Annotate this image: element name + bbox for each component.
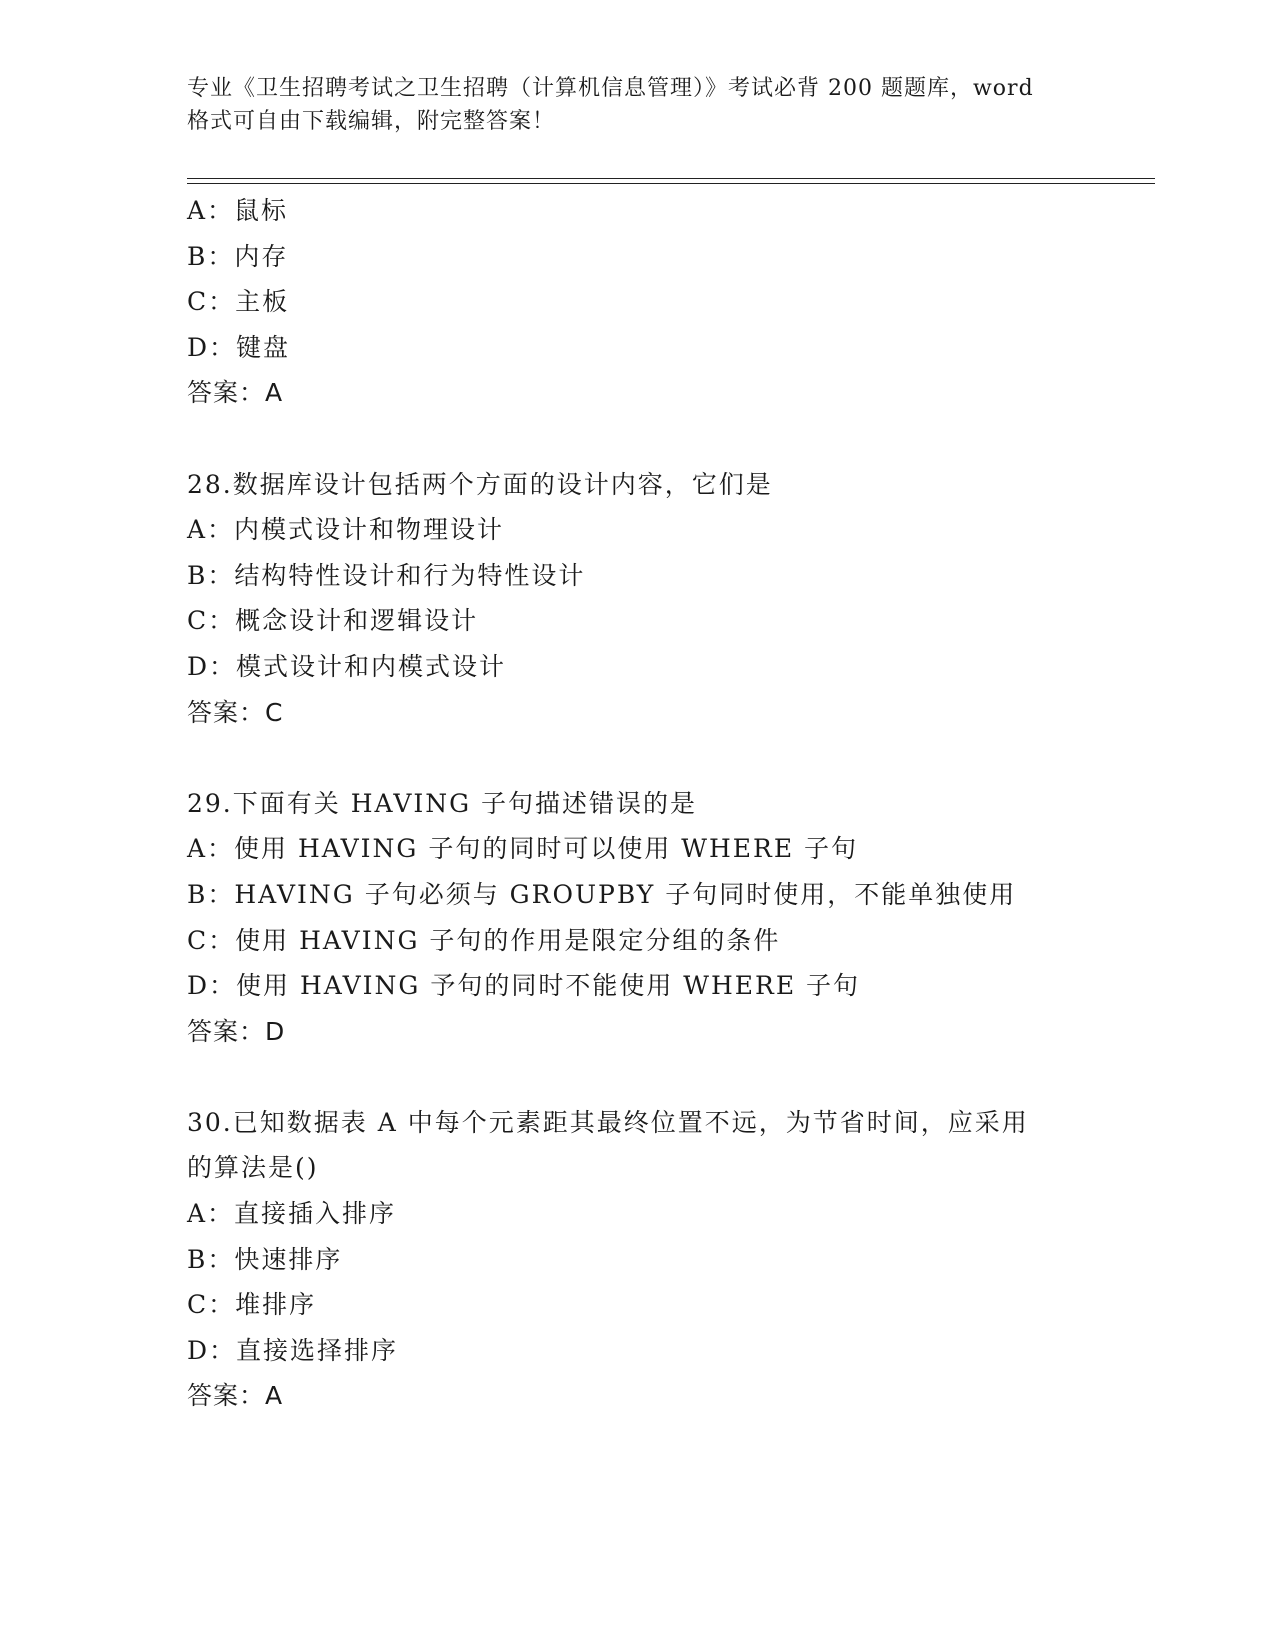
answer-line: 答案：A bbox=[187, 1381, 284, 1411]
option-b: B：结构特性设计和行为特性设计 bbox=[187, 560, 586, 590]
option-d: D：键盘 bbox=[187, 332, 291, 362]
option-d: D：模式设计和内模式设计 bbox=[187, 651, 507, 681]
option-d: D：直接选择排序 bbox=[187, 1335, 399, 1365]
answer-line: 答案：D bbox=[187, 1016, 286, 1046]
question-text: 29.下面有关 HAVING 子句描述错误的是 bbox=[187, 788, 698, 818]
question-text-line-2: 的算法是() bbox=[187, 1153, 319, 1183]
option-b: B：内存 bbox=[187, 241, 289, 271]
question-list bbox=[187, 188, 1147, 1419]
option-b: B：HAVING 子句必须与 GROUPBY 子句同时使用，不能单独使用 bbox=[187, 879, 1017, 909]
question-29 bbox=[187, 781, 1147, 1055]
option-a: A：内模式设计和物理设计 bbox=[187, 515, 505, 545]
spacer bbox=[187, 416, 1147, 462]
answer-line: 答案：C bbox=[187, 697, 284, 727]
option-c: C：使用 HAVING 子句的作用是限定分组的条件 bbox=[187, 925, 781, 955]
question-30 bbox=[187, 1100, 1147, 1419]
question-text: 28.数据库设计包括两个方面的设计内容，它们是 bbox=[187, 469, 773, 499]
option-a: A：使用 HAVING 子句的同时可以使用 WHERE 子句 bbox=[187, 834, 859, 864]
header-title-line-2: 格式可自由下载编辑，附完整答案！ bbox=[187, 109, 556, 134]
option-a: A：鼠标 bbox=[187, 196, 289, 225]
header-title-line-1: 专业《卫生招聘考试之卫生招聘（计算机信息管理）》考试必背 200 题题库，word bbox=[187, 76, 1034, 101]
header-double-rule bbox=[187, 178, 1155, 184]
spacer bbox=[187, 1054, 1147, 1100]
question-27 bbox=[187, 188, 1147, 416]
option-c: C：概念设计和逻辑设计 bbox=[187, 606, 479, 636]
option-d: D：使用 HAVING 予句的同时不能使用 WHERE 子句 bbox=[187, 971, 861, 1001]
document-header bbox=[187, 72, 1087, 138]
option-b: B：快速排序 bbox=[187, 1244, 343, 1274]
question-text-line-1: 30.已知数据表 A 中每个元素距其最终位置不远，为节省时间，应采用 bbox=[187, 1107, 1029, 1137]
option-c: C：堆排序 bbox=[187, 1290, 317, 1320]
spacer bbox=[187, 735, 1147, 781]
question-28 bbox=[187, 462, 1147, 736]
option-a: A：直接插入排序 bbox=[187, 1199, 397, 1229]
answer-line: 答案：A bbox=[187, 378, 284, 408]
option-c: C：主板 bbox=[187, 287, 290, 317]
